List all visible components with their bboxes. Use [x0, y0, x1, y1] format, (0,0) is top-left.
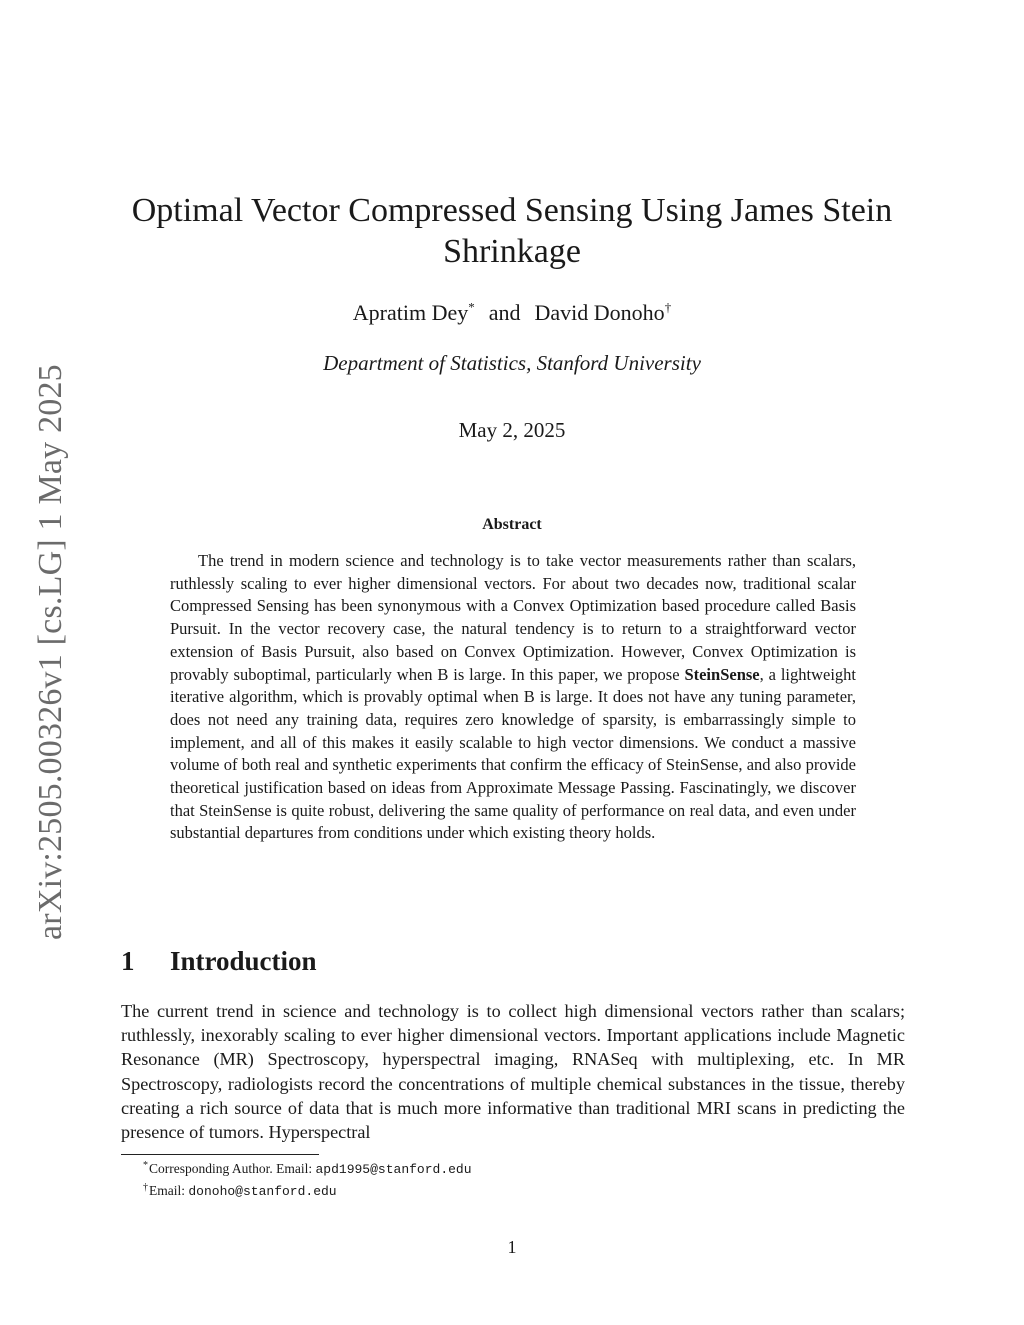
publication-date: May 2, 2025 [458, 418, 566, 442]
email-link[interactable]: apd1995@stanford.edu [315, 1162, 472, 1177]
algorithm-name: SteinSense [684, 664, 760, 684]
footnote [143, 1158, 472, 1180]
section-heading [121, 946, 317, 977]
footnote [143, 1180, 472, 1202]
abstract-text: The trend in modern science and technology is to take vector measurements rather than scalars, ruthlessly scaling to ever higher dimensional vectors. For about two decades now, traditional scalar Compressed Sensing has been synonymous with a Convex Optimization based procedure called Basis Pursuit. In the vector recovery case, the natural tendency is to return to a straightforward vector extension of Basis Pursuit, also based on Convex Optimization. However, Convex Optimization is provably suboptimal, particularly when B is large. In this paper, we propose [170, 551, 856, 684]
author-name: David Donoho [534, 300, 665, 325]
footnote-mark: † [143, 1181, 148, 1193]
affiliation: Department of Statistics, Stanford University [323, 351, 701, 375]
email-link[interactable]: donoho@stanford.edu [188, 1184, 337, 1199]
footnotes [143, 1158, 472, 1202]
author-footnote-mark: * [468, 299, 475, 315]
author-footnote-mark: † [664, 299, 672, 315]
paper-title: Optimal Vector Compressed Sensing Using James Stein Shrinkage [131, 192, 893, 270]
footnote-text: Corresponding Author. Email: [149, 1161, 316, 1176]
arxiv-identifier-stamp: arXiv:2505.00326v1 [cs.LG] 1 May 2025 [32, 364, 69, 940]
abstract-heading: Abstract [482, 516, 542, 533]
abstract-body [170, 550, 856, 845]
footnote-mark: * [143, 1159, 148, 1171]
section-title: Introduction [170, 946, 317, 976]
introduction-paragraph: The current trend in science and technology is to collect high dimensional vectors rather than scalars; ruthlessly, inexorably scaling to ever higher dimensional vectors. Important applications include Magnetic Resonance (MR) Spectroscopy, hyperspectral imaging, RNASeq with multiplexing, etc. In MR Spectroscopy, radiologists record the concentrations of multiple chemical substances in the tissue, thereby creating a rich source of data that is much more informative than traditional MRI scans in predicting the presence of tumors. Hyperspectral [121, 1001, 905, 1143]
abstract-text: , a lightweight iterative algorithm, which is provably optimal when B is large. It does not have any tuning parameter, does not need any training data, requires zero knowledge of sparsity, is embarrassingly simple to implement, and all of this makes it easily scalable to high vector dimensions. We conduct a massive volume of both real and synthetic experiments that confirm the efficacy of SteinSense, and also provide theoretical justification based on ideas from Approximate Message Passing. Fascinatingly, we discover that SteinSense is quite robust, delivering the same quality of performance on real data, and even under substantial departures from conditions under which existing theory holds. [170, 664, 856, 843]
author-connector: and [488, 300, 521, 325]
author-list [110, 300, 914, 326]
page-number: 1 [507, 1237, 517, 1257]
section-number: 1 [121, 946, 135, 976]
author-name: Apratim Dey [352, 300, 469, 325]
footnote-divider [121, 1154, 319, 1155]
footnote-text: Email: [149, 1183, 189, 1198]
